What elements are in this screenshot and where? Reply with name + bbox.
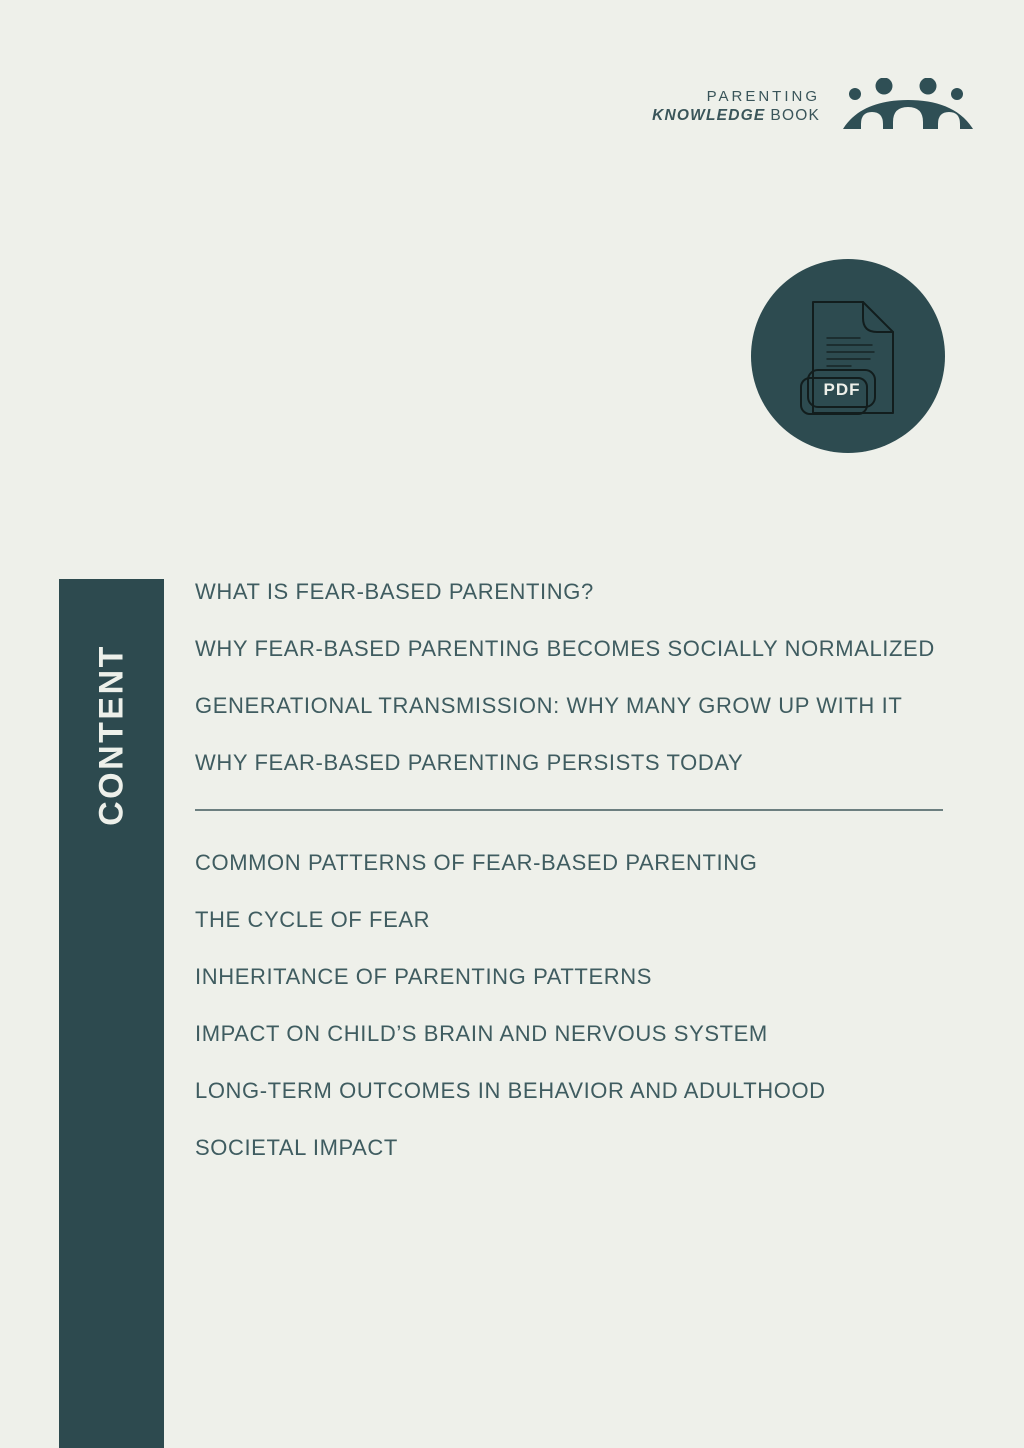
family-bridge-icon bbox=[842, 78, 975, 134]
toc-item[interactable]: GENERATIONAL TRANSMISSION: WHY MANY GROW UP WITH IT bbox=[195, 693, 903, 718]
brand-logo bbox=[652, 78, 975, 134]
brand-book: BOOK bbox=[770, 107, 820, 124]
toc-item[interactable]: COMMON PATTERNS OF FEAR-BASED PARENTING bbox=[195, 850, 758, 875]
toc-item[interactable]: LONG-TERM OUTCOMES IN BEHAVIOR AND ADULTHOOD bbox=[195, 1078, 826, 1103]
pdf-file-badge bbox=[751, 259, 945, 453]
section-divider bbox=[195, 809, 943, 811]
toc-item[interactable]: WHY FEAR-BASED PARENTING BECOMES SOCIALLY NORMALIZED bbox=[195, 636, 935, 661]
brand-line2 bbox=[652, 106, 820, 125]
table-of-contents bbox=[195, 581, 955, 1194]
pdf-label: PDF bbox=[823, 380, 861, 399]
toc-item[interactable]: WHAT IS FEAR-BASED PARENTING? bbox=[195, 579, 594, 604]
toc-item[interactable]: IMPACT ON CHILD’S BRAIN AND NERVOUS SYSTEM bbox=[195, 1021, 768, 1046]
brand-line1: PARENTING bbox=[706, 88, 820, 105]
pdf-document-icon bbox=[751, 259, 945, 453]
brand-text bbox=[652, 87, 820, 125]
content-label: CONTENT bbox=[92, 644, 130, 826]
content-sidebar bbox=[59, 579, 164, 1448]
toc-item[interactable]: WHY FEAR-BASED PARENTING PERSISTS TODAY bbox=[195, 750, 744, 775]
toc-item[interactable]: INHERITANCE OF PARENTING PATTERNS bbox=[195, 964, 652, 989]
toc-item[interactable]: SOCIETAL IMPACT bbox=[195, 1135, 398, 1160]
toc-item[interactable]: THE CYCLE OF FEAR bbox=[195, 907, 431, 932]
brand-knowledge: KNOWLEDGE bbox=[652, 107, 766, 124]
